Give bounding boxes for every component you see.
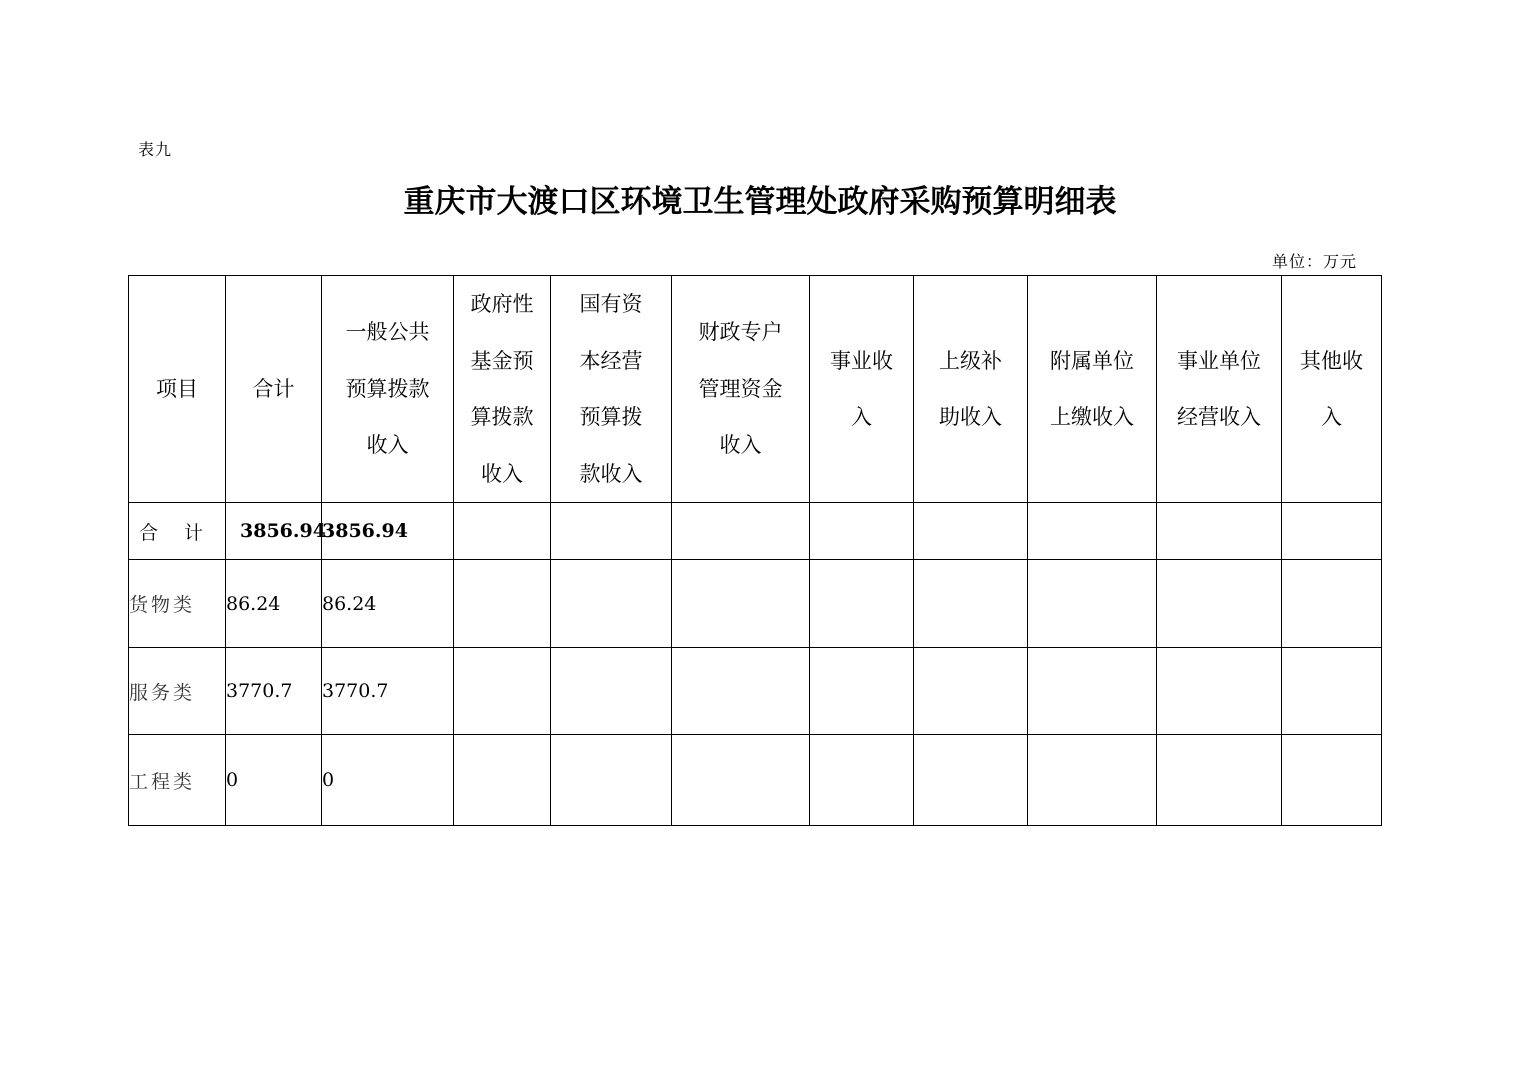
cell-empty (1157, 560, 1282, 648)
cell-empty (454, 735, 551, 826)
row-label-total: 合 计 (129, 503, 226, 560)
cell-empty (672, 560, 810, 648)
col-header-total: 合计 (226, 276, 322, 503)
cell-empty (672, 735, 810, 826)
col-header-superior-subsidy: 上级补 助收入 (914, 276, 1028, 503)
cell-empty (1157, 735, 1282, 826)
cell-empty (551, 560, 672, 648)
row-label: 工程类 (129, 735, 226, 826)
col-header-government-fund: 政府性 基金预 算拨款 收入 (454, 276, 551, 503)
cell-empty (1282, 648, 1382, 735)
cell-empty (454, 648, 551, 735)
cell-empty (1028, 560, 1157, 648)
cell-empty (914, 503, 1028, 560)
col-header-special-account: 财政专户 管理资金 收入 (672, 276, 810, 503)
cell-empty (551, 648, 672, 735)
cell-total: 3770.7 (226, 648, 322, 735)
procurement-budget-table (128, 275, 1382, 826)
cell-total: 0 (226, 735, 322, 826)
col-header-state-capital: 国有资 本经营 预算拨 款收入 (551, 276, 672, 503)
unit-label: 单位：万元 (1272, 252, 1358, 271)
document-title: 重庆市大渡口区环境卫生管理处政府采购预算明细表 (403, 184, 1117, 220)
col-header-operating-income: 事业单位 经营收入 (1157, 276, 1282, 503)
cell-empty (810, 735, 914, 826)
cell-empty (1282, 503, 1382, 560)
cell-total: 3856.94 (226, 503, 322, 560)
cell-empty (672, 648, 810, 735)
cell-empty (454, 560, 551, 648)
row-label: 货物类 (129, 560, 226, 648)
table-row (129, 735, 1382, 826)
cell-empty (1028, 503, 1157, 560)
cell-empty (551, 735, 672, 826)
cell-empty (454, 503, 551, 560)
cell-general-budget: 3856.94 (322, 503, 454, 560)
cell-empty (810, 560, 914, 648)
cell-empty (914, 560, 1028, 648)
cell-empty (672, 503, 810, 560)
col-header-other-income: 其他收 入 (1282, 276, 1382, 503)
col-header-item: 项目 (129, 276, 226, 503)
col-header-business-income: 事业收 入 (810, 276, 914, 503)
cell-empty (1282, 560, 1382, 648)
cell-general-budget: 0 (322, 735, 454, 826)
cell-general-budget: 86.24 (322, 560, 454, 648)
cell-empty (914, 648, 1028, 735)
cell-empty (1282, 735, 1382, 826)
cell-empty (1157, 503, 1282, 560)
cell-empty (914, 735, 1028, 826)
table-row (129, 560, 1382, 648)
col-header-general-budget: 一般公共 预算拨款 收入 (322, 276, 454, 503)
row-label: 服务类 (129, 648, 226, 735)
cell-empty (810, 503, 914, 560)
header-row (129, 276, 1382, 503)
table-row-total (129, 503, 1382, 560)
col-header-affiliated-units: 附属单位 上缴收入 (1028, 276, 1157, 503)
cell-total: 86.24 (226, 560, 322, 648)
cell-empty (1028, 735, 1157, 826)
cell-general-budget: 3770.7 (322, 648, 454, 735)
cell-empty (1157, 648, 1282, 735)
cell-empty (551, 503, 672, 560)
cell-empty (1028, 648, 1157, 735)
cell-empty (810, 648, 914, 735)
table-row (129, 648, 1382, 735)
table-label: 表九 (138, 140, 173, 159)
